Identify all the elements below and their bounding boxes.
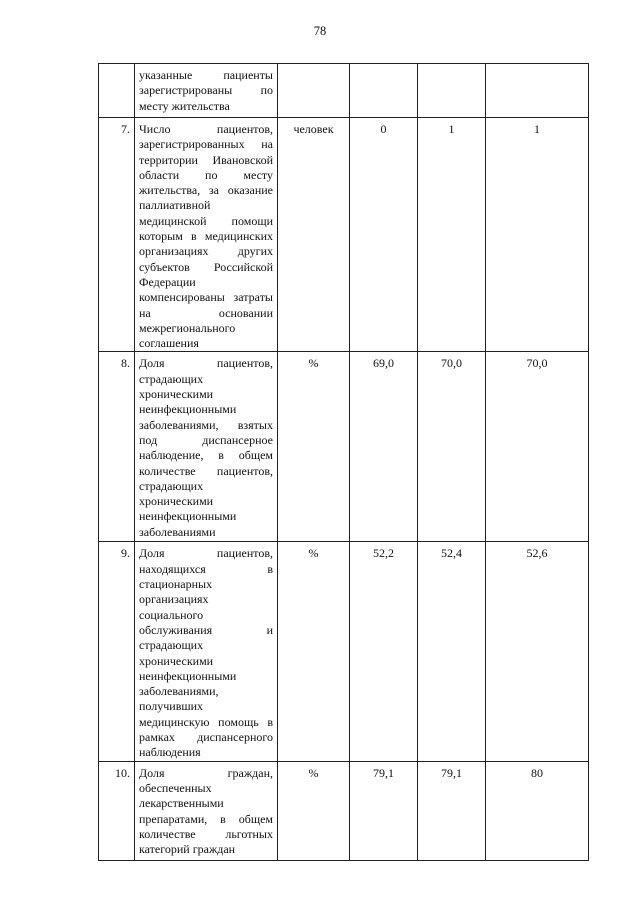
row-description: Доля пациентов, страдающих хроническими неинфекционными заболеваниями, взятых под диспансерное наблюдение, в общем количестве пациентов, страдающих хроническими неинфекционными заболеваниями bbox=[135, 352, 278, 542]
table-row bbox=[99, 64, 589, 118]
row-value-3: 52,6 bbox=[486, 542, 589, 761]
page-number: 78 bbox=[313, 24, 327, 38]
row-value-3 bbox=[486, 64, 589, 118]
row-unit: % bbox=[278, 542, 350, 761]
row-number: 7. bbox=[99, 118, 135, 352]
table-row bbox=[99, 352, 589, 542]
row-value-1: 52,2 bbox=[350, 542, 418, 761]
row-value-2: 70,0 bbox=[418, 352, 486, 542]
row-value-1: 69,0 bbox=[350, 352, 418, 542]
indicators-table bbox=[98, 63, 589, 861]
row-unit: человек bbox=[278, 118, 350, 352]
row-value-1: 79,1 bbox=[350, 761, 418, 860]
row-number: 10. bbox=[99, 761, 135, 860]
row-number: 8. bbox=[99, 352, 135, 542]
row-value-2: 52,4 bbox=[418, 542, 486, 761]
table-row bbox=[99, 542, 589, 761]
row-value-3: 70,0 bbox=[486, 352, 589, 542]
row-description: Доля граждан, обеспеченных лекарственными препаратами, в общем количестве льготных категорий граждан bbox=[135, 761, 278, 860]
row-value-3: 1 bbox=[486, 118, 589, 352]
row-value-3: 80 bbox=[486, 761, 589, 860]
row-value-2: 79,1 bbox=[418, 761, 486, 860]
row-description: Число пациентов, зарегистрированных на территории Ивановской области по месту жительства, за оказание паллиативной медицинской помощи которым в медицинских организациях других субъектов Российской Федерации компенсированы затраты на основании межрегионального соглашения bbox=[135, 118, 278, 352]
row-number: 9. bbox=[99, 542, 135, 761]
row-description: Доля пациентов, находящихся в стационарных организациях социального обслуживания и страдающих хроническими неинфекционными заболеваниями, получивших медицинскую помощь в рамках диспансерного наблюдения bbox=[135, 542, 278, 761]
row-value-1 bbox=[350, 64, 418, 118]
row-value-1: 0 bbox=[350, 118, 418, 352]
row-number bbox=[99, 64, 135, 118]
row-description: указанные пациенты зарегистрированы по месту жительства bbox=[135, 64, 278, 118]
row-unit: % bbox=[278, 761, 350, 860]
table-row bbox=[99, 761, 589, 860]
row-value-2: 1 bbox=[418, 118, 486, 352]
table-row bbox=[99, 118, 589, 352]
row-unit bbox=[278, 64, 350, 118]
row-value-2 bbox=[418, 64, 486, 118]
row-unit: % bbox=[278, 352, 350, 542]
